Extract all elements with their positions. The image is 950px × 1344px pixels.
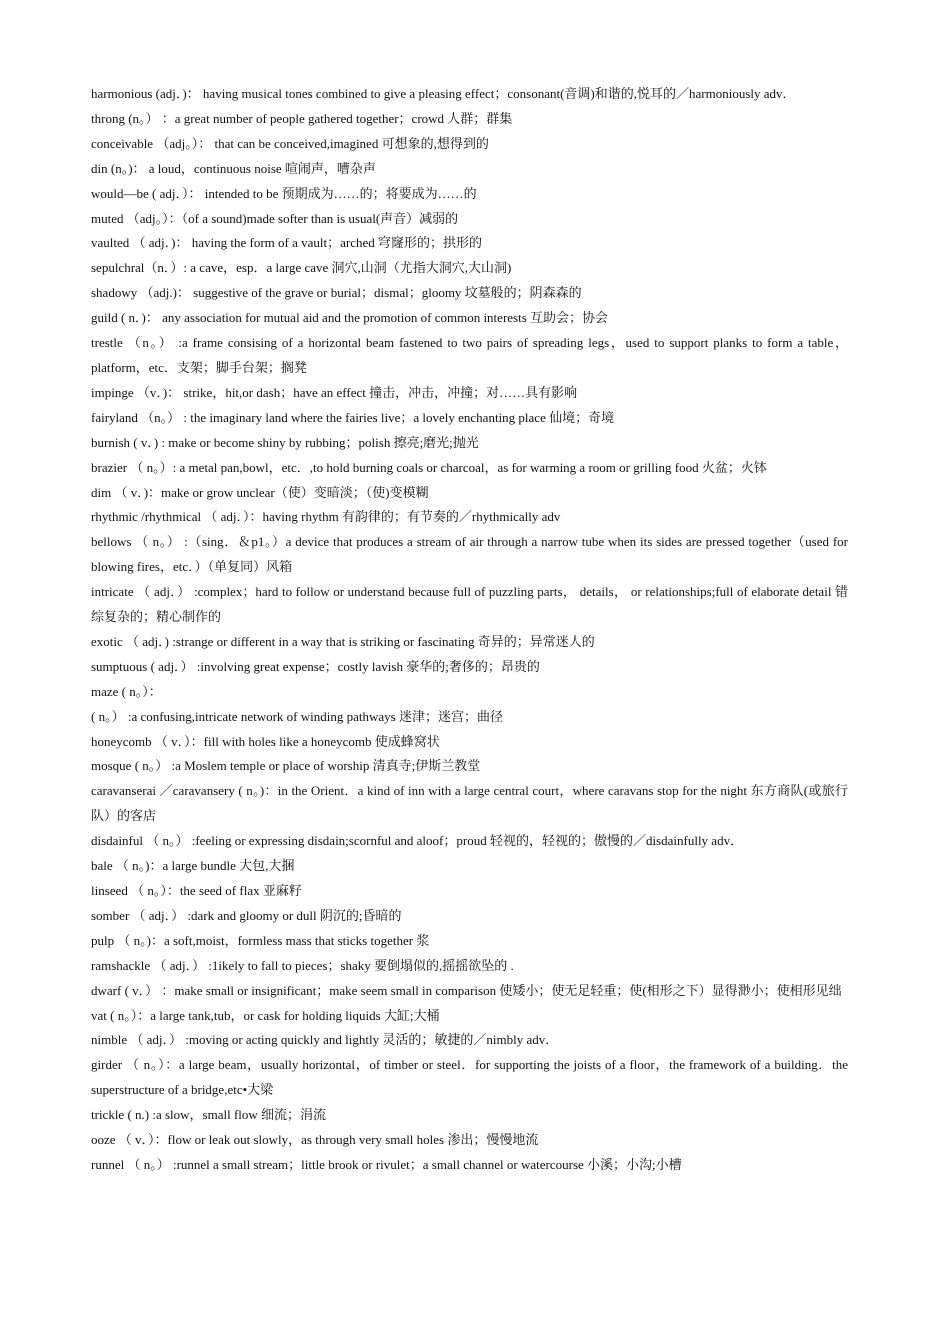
vocab-entry-runnel: runnel （ n。） :runnel a small stream；little brook or rivulet；a small channel or watercourse 小溪；小沟;小槽 [91,1156,682,1172]
vocab-entry-vat: vat ( n。）：a large tank,tub，or cask for holding liquids 大缸;大桶 [91,1007,440,1023]
vocab-entry-ooze: ooze （ v．）：flow or leak out slowly，as through very small holes 渗出；慢慢地流 [91,1132,539,1148]
vocab-entry-dim: dim （ v．)：make or grow unclear（使）变暗淡；（使)变模糊 [91,484,429,500]
vocab-entry-would-be: would—be ( adj．）： intended to be 预期成为……的；将要成为……的 [91,185,477,201]
vocab-entry-fairyland: fairyland （n。） : the imaginary land where the fairies live；a lovely enchanting place 仙境；奇境 [91,409,615,425]
vocab-entry-conceivable: conceivable （adj。）： that can be conceived,imagined 可想象的,想得到的 [91,135,489,151]
vocab-entry-caravanserai: caravanserai ／caravansery ( n。)：in the Orient．a kind of inn with a large central court，where caravans stop for the night 东方商队(或旅行队）的客店 [91,783,848,824]
vocab-entry-disdainful: disdainful （ n。） :feeling or expressing disdain;scornful and aloof；proud 轻视的，轻视的；傲慢的／disdainfully adv． [91,833,744,849]
vocab-entry-rhythmic: rhythmic /rhythmical （ adj．）：having rhythm 有韵律的；有节奏的／rhythmically adv [91,509,561,525]
vocab-entry-sumptuous: sumptuous ( adj．） :involving great expense；costly lavish 豪华的;奢侈的；昂贵的 [91,658,540,674]
vocab-entry-somber: somber （ adj．） :dark and gloomy or dull 阴沉的;昏暗的 [91,907,402,923]
glossary-page [91,82,848,1178]
vocab-entry-guild: guild ( n．)： any association for mutual aid and the promotion of common interests 互助会；协会 [91,310,609,326]
vocab-entry-vaulted: vaulted （ adj．)： having the form of a vault；arched 穹窿形的；拱形的 [91,235,482,251]
vocab-entry-exotic: exotic （ adj．) :strange or different in a way that is striking or fascinating 奇异的；异常迷人的 [91,633,595,649]
vocab-entry-maze: maze ( n。）： [91,683,162,699]
vocab-entry-throng: throng (n。） ：a great number of people gathered together；crowd 人群；群集 [91,110,513,126]
vocab-entry-nimble: nimble （ adj．） :moving or acting quickly and lightly 灵活的；敏捷的／nimbly adv． [91,1032,559,1048]
vocab-entry-muted: muted （adj。）：（of a sound)made softer than is usual(声音）减弱的 [91,210,459,226]
vocab-entry-honeycomb: honeycomb （ v．）：fill with holes like a honeycomb 使成蜂窝状 [91,733,440,749]
vocab-entry-ramshackle: ramshackle （ adj．） :1ikely to fall to pieces；shaky 要倒塌似的,摇摇欲坠的 . [91,957,514,973]
vocab-entry-sepulchral: sepulchral（n．）: a cave，esp．a large cave 洞穴,山洞（尤指大洞穴,大山洞) [91,260,512,276]
vocab-entry-bale: bale （ n。)：a large bundle 大包,大捆 [91,858,295,874]
vocab-entry-maze-definition: ( n。） :a confusing,intricate network of winding pathways 迷津；迷宫；曲径 [91,708,503,724]
vocab-entry-din: din (n。)： a loud，continuous noise 喧闹声，嘈杂声 [91,160,376,176]
vocab-entry-mosque: mosque ( n。） :a Moslem temple or place of worship 清真寺;伊斯兰教堂 [91,758,481,774]
vocab-entry-dwarf: dwarf ( v．） ：make small or insignificant；make seem small in comparison 使矮小；使无足轻重；使(相形之下）显得渺小；使相形见绌 [91,982,842,998]
vocab-entry-impinge: impinge （v．)： strike，hit,or dash；have an effect 撞击，冲击，冲撞；对……具有影响 [91,384,578,400]
vocab-entry-bellows: bellows （ n。） :（sing．＆p1。）a device that produces a stream of air through a narrow tube when its sides are pressed together（used for blowing fires，etc．）（单复同）风箱 [91,534,848,575]
vocab-entry-intricate: intricate （ adj．） :complex；hard to follow or understand because full of puzzling parts， details， or relationships;full of elaborate detail 错综复杂的；精心制作的 [91,584,848,625]
vocab-entry-girder: girder （ n。）：a large beam，usually horizontal，of timber or steel．for supporting the joists of a floor，the framework of a building．the superstructure of a bridge,etc•大梁 [91,1057,848,1098]
vocab-entry-harmonious: harmonious (adj．)： having musical tones combined to give a pleasing effect；consonant(音调)和谐的,悦耳的／harmoniously adv． [91,86,796,101]
vocab-entry-shadowy: shadowy （adj.)： suggestive of the grave or burial；dismal；gloomy 坟墓般的；阴森森的 [91,285,582,301]
vocab-entry-burnish: burnish ( v．) : make or become shiny by rubbing；polish 擦亮;磨光;抛光 [91,434,479,450]
vocab-entry-pulp: pulp （ n。)：a soft,moist，formless mass that sticks together 浆 [91,932,430,948]
vocab-entry-linseed: linseed （ n。）：the seed of flax 亚麻籽 [91,883,302,898]
vocab-entry-brazier: brazier （ n。）: a metal pan,bowl，etc．,to hold burning coals or charcoal，as for warming a room or grilling food 火盆；火钵 [91,459,767,475]
vocab-entry-trestle: trestle （n。） :a frame consising of a horizontal beam fastened to two pairs of spreading legs，used to support planks to form a table，platform，etc．支架；脚手台架；搁凳 [91,335,848,375]
vocab-entry-trickle: trickle ( n.) :a slow，small flow 细流；涓流 [91,1107,327,1123]
